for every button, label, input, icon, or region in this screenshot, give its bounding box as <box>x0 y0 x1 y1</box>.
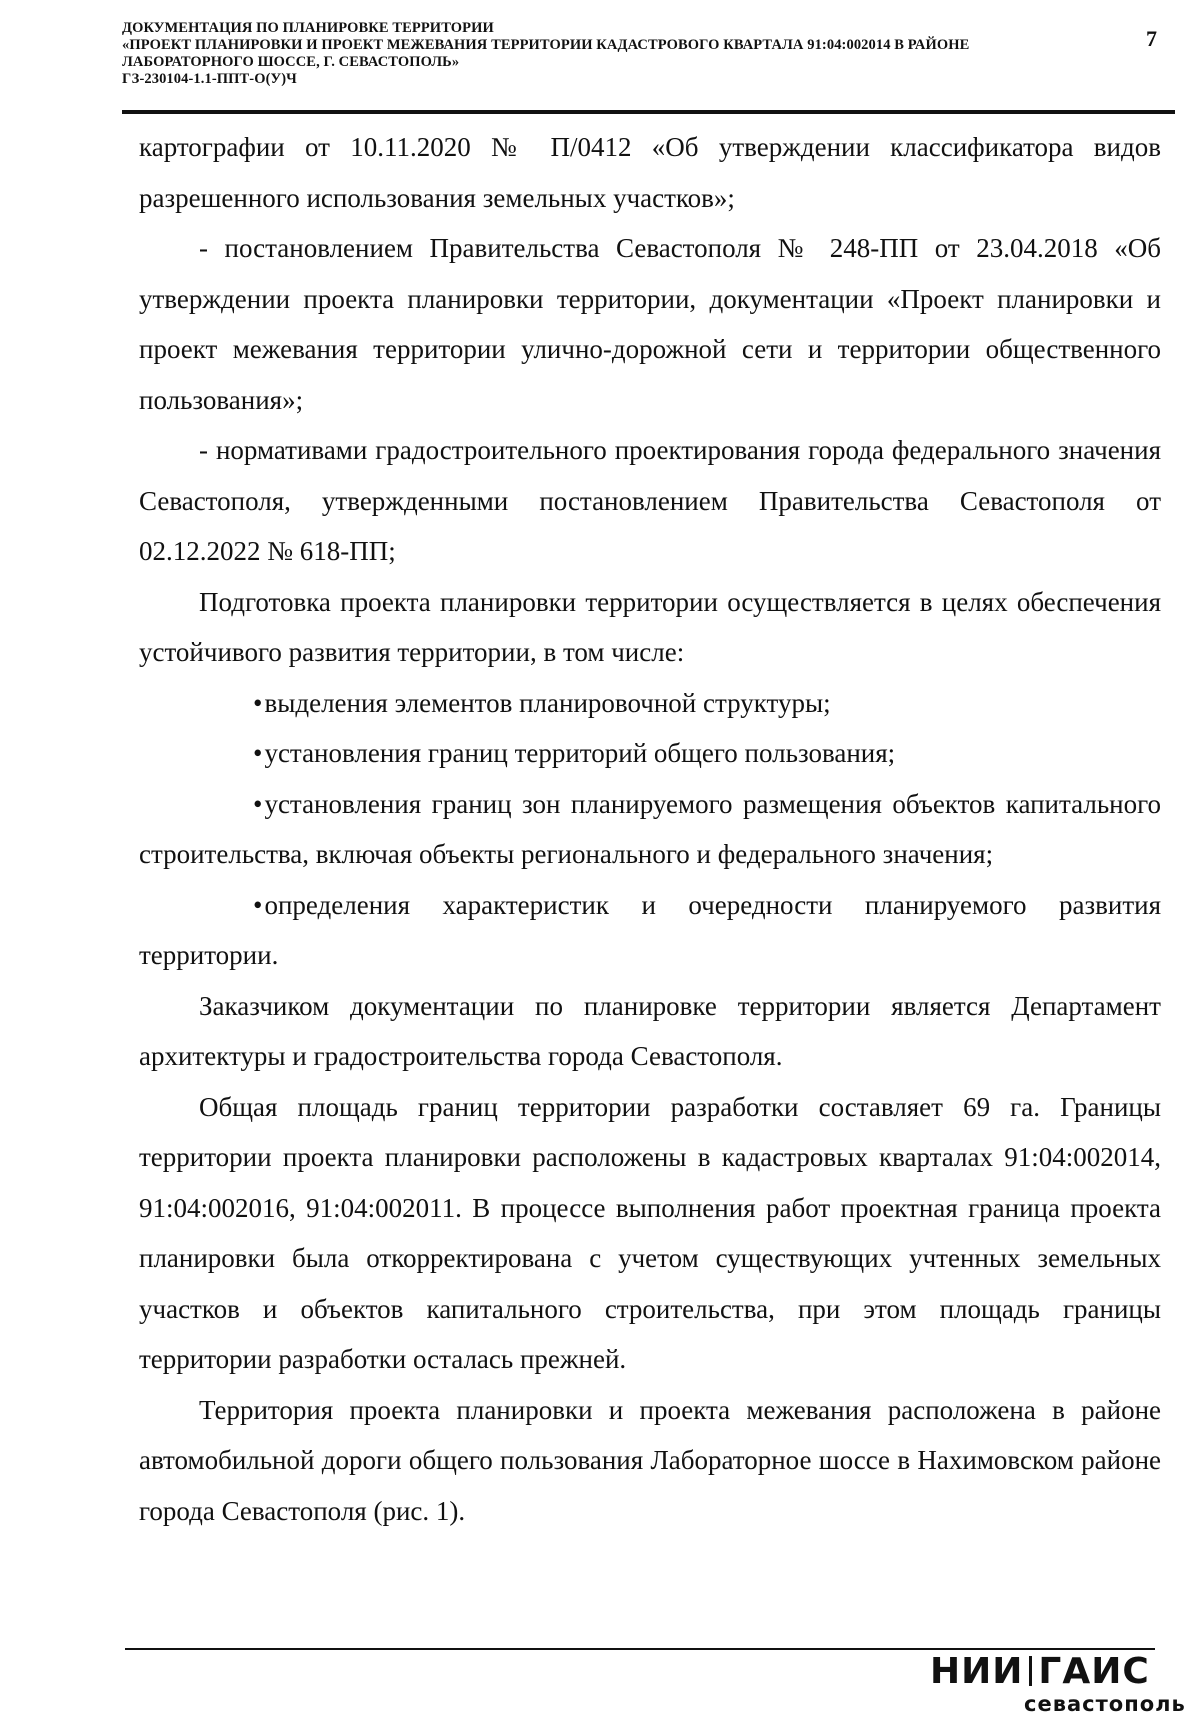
bullet-text: установления границ территорий общего пользования; <box>264 738 896 768</box>
nii-gais-logo <box>930 1651 1186 1722</box>
bullet-item-development <box>139 880 1161 981</box>
document-body <box>139 122 1161 1536</box>
footer-divider <box>125 1648 1155 1650</box>
bullet-text: установления границ зон планируемого размещения объектов капитального строительства, включая объекты регионального и федерального значения; <box>139 788 1161 869</box>
logo-word-1: НИИ <box>930 1651 1024 1692</box>
paragraph-standards: - нормативами градостроительного проектирования города федерального значения Севастополя, утвержденными постановлением Правительства Севастополя от 02.12.2022 № 618-ПП; <box>139 435 1161 566</box>
bullet-item-structure <box>139 678 1161 729</box>
logo-word-2: ГАИС <box>1038 1651 1150 1692</box>
paragraph-area: Общая площадь границ территории разработки составляет 69 га. Границы территории проекта планировки расположены в кадастровых кварталах 91:04:002014, 91:04:002016, 91:04:002011. В процессе выполнения работ проектная граница проекта планировки была откорректирована с учетом существующих учтенных земельных участков и объектов капитального строительства, при этом площадь границы территории разработки осталась прежней. <box>139 1091 1161 1374</box>
logo-city: севастополь <box>1024 1692 1186 1716</box>
paragraph-location: Территория проекта планировки и проекта межевания расположена в районе автомобильной дороги общего пользования Лабораторное шоссе в Нахимовском районе города Севастополя (рис. 1). <box>139 1394 1161 1526</box>
document-header <box>122 20 1122 88</box>
header-line-code: ГЗ-230104-1.1-ППТ-О(У)Ч <box>122 71 297 87</box>
bullet-icon: • <box>253 788 263 819</box>
bullet-icon: • <box>253 687 263 718</box>
header-divider <box>122 110 1175 114</box>
bullet-item-public-areas <box>139 728 1161 779</box>
header-line-location: ЛАБОРАТОРНОГО ШОССЕ, Г. СЕВАСТОПОЛЬ» <box>122 54 460 70</box>
paragraph-resolution-248: - постановлением Правительства Севастополя № 248-ПП от 23.04.2018 «Об утверждении проекта планировки территории, документации «Проект планировки и проект межевания территории улично-дорожной сети и территории общественного пользования»; <box>139 233 1161 415</box>
bullet-text: выделения элементов планировочной структуры; <box>264 687 831 718</box>
paragraph-continuation: картографии от 10.11.2020 № П/0412 «Об утверждении классификатора видов разрешенного использования земельных участков»; <box>139 132 1161 213</box>
logo-wordmark <box>930 1652 1150 1692</box>
bullet-icon: • <box>253 738 263 768</box>
paragraph-customer: Заказчиком документации по планировке территории является Департамент архитектуры и градостроительства города Севастополя. <box>139 990 1161 1071</box>
bullet-item-construction-zones <box>139 779 1161 880</box>
page-number: 7 <box>1146 26 1157 51</box>
paragraph-purpose: Подготовка проекта планировки территории осуществляется в целях обеспечения устойчивого развития территории, в том числе: <box>139 586 1161 667</box>
logo-separator <box>1029 1656 1032 1686</box>
header-line-project: «ПРОЕКТ ПЛАНИРОВКИ И ПРОЕКТ МЕЖЕВАНИЯ ТЕРРИТОРИИ КАДАСТРОВОГО КВАРТАЛА 91:04:002014 В РАЙОНЕ <box>122 37 970 53</box>
header-line-title: ДОКУМЕНТАЦИЯ ПО ПЛАНИРОВКЕ ТЕРРИТОРИИ <box>122 20 494 36</box>
bullet-text: определения характеристик и очередности планируемого развития территории. <box>139 889 1161 970</box>
bullet-icon: • <box>253 889 263 920</box>
